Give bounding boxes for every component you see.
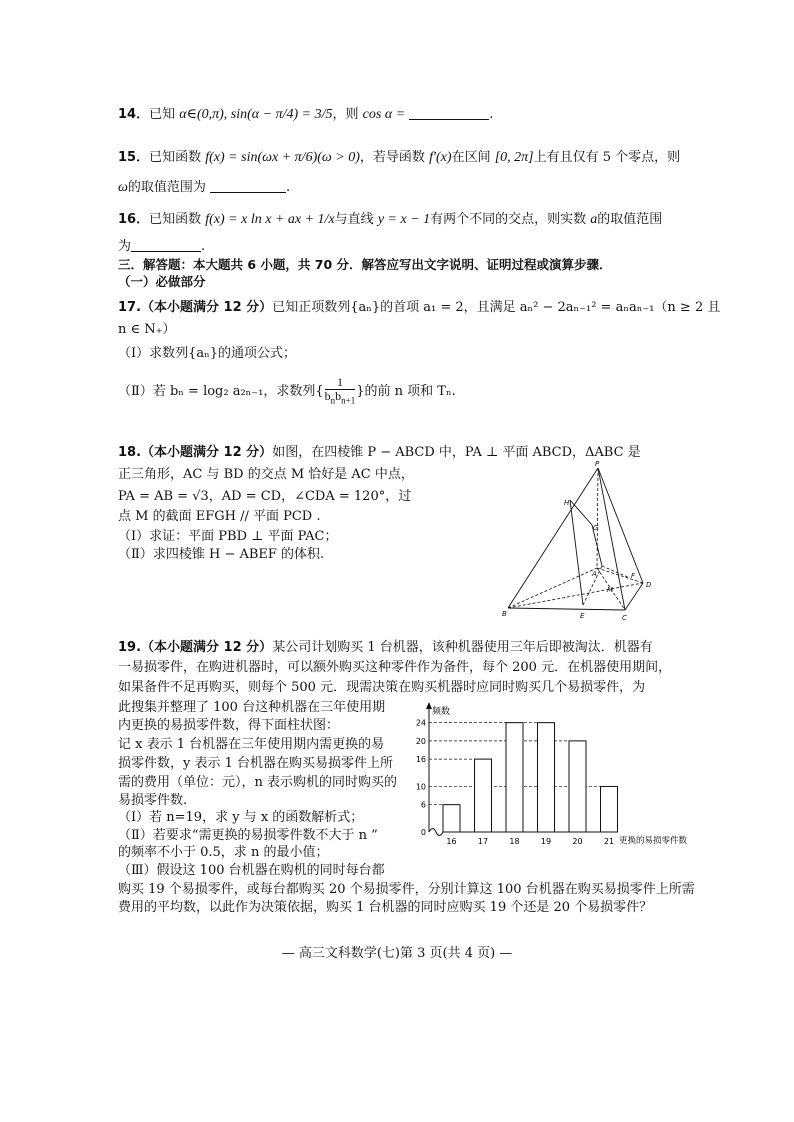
label-E: E <box>580 612 585 620</box>
y-tick-label: 0 <box>420 828 426 837</box>
q19-line4: 此搜集并整理了 100 台这种机器在三年使用期 <box>118 700 386 715</box>
y-tick-label: 20 <box>415 736 426 746</box>
y-tick-label: 16 <box>415 755 426 765</box>
label-G: G <box>593 524 599 532</box>
fraction: $\frac{1}{b_nb_{n+1}}$ <box>324 375 356 406</box>
q18: 18.（本小题满分 12 分）如图，在四棱锥 P − ABCD 中，PA ⊥ 平面 ABCD，ΔABC 是 <box>118 445 641 460</box>
answer-blank <box>409 107 489 120</box>
q19-line3: 如果备件不足再购买，则每个 500 元．现需决策在购买机器时应同时购买几个易损零件，为 <box>118 680 646 695</box>
bar-18 <box>506 723 523 832</box>
q18-line3: PA = AB = √3，AD = CD，∠CDA = 120°，过 <box>118 489 412 504</box>
answer-blank <box>210 180 286 193</box>
q17-part1: （Ⅰ）求数列{aₙ}的通项公式； <box>118 346 297 361</box>
q19-line7: 损零件数，y 表示 1 台机器在购买易损零件上所 <box>118 756 394 771</box>
bar-17 <box>475 759 492 832</box>
y-tick-label: 24 <box>415 718 426 728</box>
q19-part2b: 的频率不小于 0.5，求 n 的最小值； <box>118 845 329 860</box>
q14-num: 14． <box>118 107 150 122</box>
q16: 16．已知函数 f(x) = x ln x + ax + 1/x与直线 y = x − 1有两个不同的交点，则实数 a的取值范围 <box>118 212 663 227</box>
section-title: 三．解答题：本大题共 6 小题，共 70 分．解答应写出文字说明、证明过程或演算步骤． <box>118 257 612 272</box>
label-A: A <box>592 570 597 578</box>
y-axis-label: 频数 <box>432 707 451 717</box>
y-tick-label: 10 <box>415 782 426 792</box>
q15: 15．已知函数 f(x) = sin(ωx + π/6)(ω > 0)，若导函数 f′(x)在区间 [0, 2π]上有且仅有 5 个零点，则 <box>118 150 681 165</box>
bar-16 <box>443 805 460 832</box>
q19-part3a: （Ⅲ）假设这 100 台机器在购机的同时每台都 <box>118 863 385 878</box>
axis-break <box>429 829 443 836</box>
y-tick-label: 6 <box>420 800 426 810</box>
q17-line2: n ∈ N₊） <box>118 322 176 337</box>
x-tick-label: 20 <box>572 837 583 846</box>
q18-part2: （Ⅱ）求四棱锥 H − ABEF 的体积. <box>118 547 325 562</box>
bar-chart <box>410 700 710 850</box>
x-tick-label: 19 <box>540 837 552 846</box>
x-tick-label: 18 <box>509 837 520 846</box>
q19-part3c: 费用的平均数，以此作为决策依据，购买 1 台机器的同时应购买 19 个还是 20 个易损零件？ <box>118 900 653 915</box>
q19: 19.（本小题满分 12 分）某公司计划购买 1 台机器，该种机器使用三年后即被淘汰．机器有 <box>118 640 653 655</box>
q17: 17.（本小题满分 12 分）已知正项数列{aₙ}的首项 a₁ = 2，且满足 aₙ² − 2aₙ₋₁² = aₙaₙ₋₁（n ≥ 2 且 <box>118 300 721 315</box>
label-M: M <box>607 586 614 594</box>
label-P: P <box>595 460 600 468</box>
page-footer: — 高三文科数学(七)第 3 页(共 4 页) — <box>281 946 513 961</box>
q19-part1: （Ⅰ）若 n=19，求 y 与 x 的函数解析式； <box>118 810 364 825</box>
q19-line8: 需的费用（单位：元），n 表示购机的同时购买的 <box>118 775 398 790</box>
q15-line2: ω的取值范围为 . <box>118 180 291 195</box>
x-tick-label: 16 <box>446 837 457 846</box>
q19-part2a: （Ⅱ）若要求“需更换的易损零件数不大于 n ” <box>118 828 378 843</box>
x-tick-label: 17 <box>477 837 489 846</box>
q17-part2: （Ⅱ）若 bₙ = log₂ a₂ₙ₋₁，求数列{ $\frac{1}{b_nb_{n+1}}$ }的前 n 项和 Tₙ. <box>118 375 456 406</box>
q19-line2: 一易损零件，在购进机器时，可以额外购买这种零件作为备件，每个 200 元．在机器使用期间， <box>118 660 672 675</box>
pyramid-figure <box>500 458 665 623</box>
answer-blank <box>131 239 201 252</box>
label-H: H <box>564 499 570 507</box>
x-tick-label: 21 <box>603 837 615 846</box>
label-B: B <box>502 610 507 618</box>
bar-21 <box>601 786 618 832</box>
q19-part3b: 购买 19 个易损零件，或每台都购买 20 个易损零件，分别计算这 100 台机器在购买易损零件上所需 <box>118 882 695 897</box>
label-F: F <box>631 572 636 580</box>
q18-line2: 正三角形，AC 与 BD 的交点 M 恰好是 AC 中点， <box>118 467 414 482</box>
q19-line9: 易损零件数. <box>118 793 188 808</box>
label-D: D <box>646 581 652 589</box>
section-subtitle: （一）必做部分 <box>118 274 206 289</box>
bar-20 <box>569 741 586 832</box>
q18-line4: 点 M 的截面 EFGH // 平面 PCD . <box>118 509 321 524</box>
bar-19 <box>538 723 555 832</box>
label-C: C <box>622 614 627 622</box>
q16-line2: 为 . <box>118 239 206 254</box>
q14: 14．已知 α∈(0,π), sin(α − π/4) = 3/5，则 cos α = . <box>118 107 494 122</box>
q19-line6: 记 x 表示 1 台机器在三年使用期内需更换的易 <box>118 737 385 752</box>
q18-part1: （Ⅰ）求证：平面 PBD ⊥ 平面 PAC； <box>118 529 338 544</box>
x-axis-label: 更换的易损零件数 <box>619 836 688 846</box>
q19-line5: 内更换的易损零件数，得下面柱状图： <box>118 718 340 733</box>
